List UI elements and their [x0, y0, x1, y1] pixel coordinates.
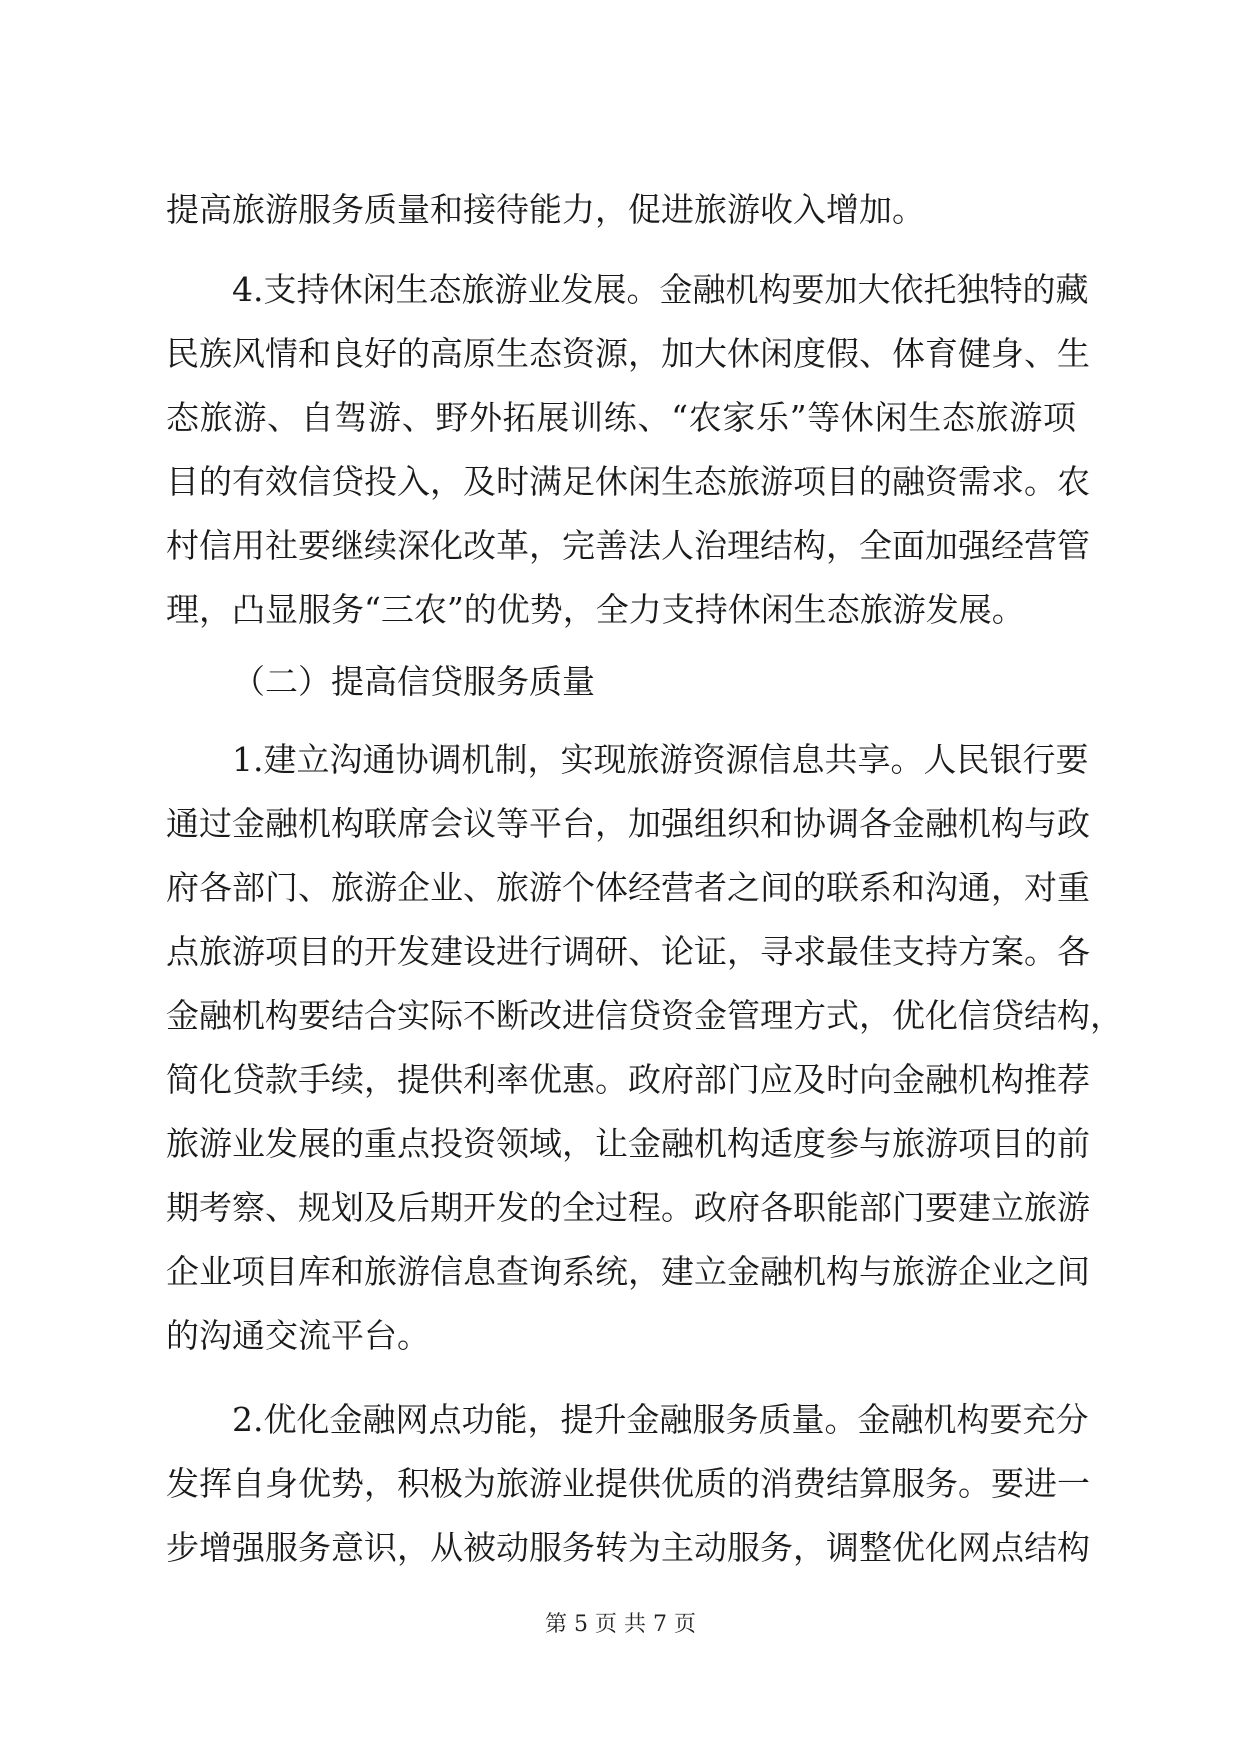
- text-line: 点旅游项目的开发建设进行调研、论证，寻求最佳支持方案。各: [166, 932, 1090, 971]
- text-line: 4.支持休闲生态旅游业发展。金融机构要加大依托独特的藏: [232, 270, 1089, 309]
- text-line: 态旅游、自驾游、野外拓展训练、“农家乐”等休闲生态旅游项: [166, 398, 1076, 437]
- text-line: 提高旅游服务质量和接待能力，促进旅游收入增加。: [166, 190, 925, 229]
- text-line: 企业项目库和旅游信息查询系统，建立金融机构与旅游企业之间: [166, 1252, 1090, 1291]
- text-line: 步增强服务意识，从被动服务转为主动服务，调整优化网点结构: [166, 1528, 1090, 1567]
- text-line: 通过金融机构联席会议等平台，加强组织和协调各金融机构与政: [166, 804, 1090, 843]
- text-line: 民族风情和良好的高原生态资源，加大休闲度假、体育健身、生: [166, 334, 1090, 373]
- text-line: 村信用社要继续深化改革，完善法人治理结构，全面加强经营管: [166, 526, 1090, 565]
- text-line: 1.建立沟通协调机制，实现旅游资源信息共享。人民银行要: [232, 740, 1089, 779]
- text-line: 旅游业发展的重点投资领域，让金融机构适度参与旅游项目的前: [166, 1124, 1090, 1163]
- text-line: 理，凸显服务“三农”的优势，全力支持休闲生态旅游发展。: [166, 590, 1025, 629]
- text-line: 简化贷款手续，提供利率优惠。政府部门应及时向金融机构推荐: [166, 1060, 1090, 1099]
- section-heading: （二）提高信贷服务质量: [232, 662, 595, 701]
- text-line: 目的有效信贷投入，及时满足休闲生态旅游项目的融资需求。农: [166, 462, 1090, 501]
- page-number-footer: 第 5 页 共 7 页: [545, 1612, 696, 1637]
- text-line: 期考察、规划及后期开发的全过程。政府各职能部门要建立旅游: [166, 1188, 1090, 1227]
- text-line: 2.优化金融网点功能，提升金融服务质量。金融机构要充分: [232, 1400, 1089, 1439]
- text-line: 金融机构要结合实际不断改进信贷资金管理方式，优化信贷结构，: [166, 996, 1123, 1035]
- text-line: 发挥自身优势，积极为旅游业提供优质的消费结算服务。要进一: [166, 1464, 1090, 1503]
- text-line: 的沟通交流平台。: [166, 1316, 430, 1355]
- text-line: 府各部门、旅游企业、旅游个体经营者之间的联系和沟通，对重: [166, 868, 1090, 907]
